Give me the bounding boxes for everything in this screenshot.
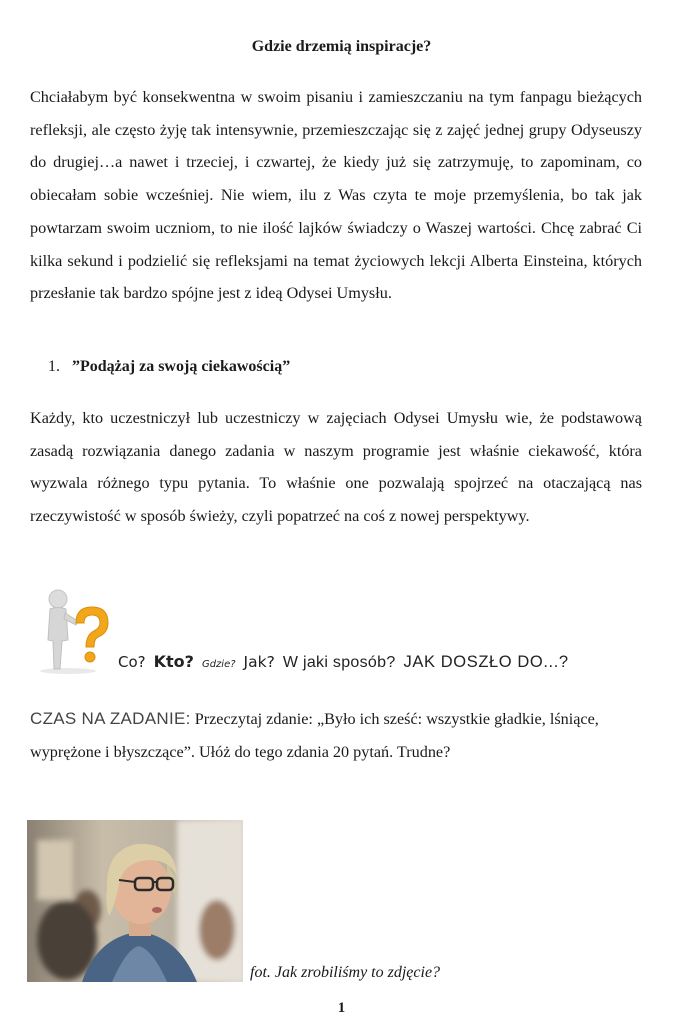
task-text: Przeczytaj zdanie: „Było ich sześć: wszystkie gładkie, lśniące, wyprężone i błyszczące”. Ułóż do tego zdania 20 pytań. Trudne? [30, 710, 599, 761]
task-lead: CZAS NA ZADANIE: [30, 709, 191, 728]
question-jak-doszlo: JAK DOSZŁO DO...? [403, 653, 569, 671]
question-jak: Jak? [243, 653, 275, 671]
question-kto: Kto? [153, 652, 194, 671]
question-words-row [118, 652, 573, 672]
curiosity-paragraph: Każdy, kto uczestniczył lub uczestniczy w zajęciach Odysei Umysłu wie, że podstawową zasadą rozwiązania danego zadania w naszym programie jest właśnie ciekawość, która wyzwala różnego typu pytania. To właśnie one pozwalają spojrzeć na otaczającą nas rzeczywistość w sposób świeży, czyli popatrzeć na coś z nowej perspektywy. [30, 409, 642, 526]
question-co: Co? [118, 653, 146, 671]
photo-caption: fot. Jak zrobiliśmy to zdjęcie? [250, 964, 441, 981]
page-number: 1 [337, 1000, 346, 1016]
question-mark-figure-icon [38, 585, 118, 675]
section-heading [48, 358, 290, 376]
page-title: Gdzie drzemią inspiracje? [251, 38, 432, 55]
task-paragraph [30, 703, 630, 768]
section-number: 1. [48, 358, 60, 375]
section-heading-text: ”Podążaj za swoją ciekawością” [72, 358, 291, 375]
intro-paragraph: Chciałabym być konsekwentna w swoim pisaniu i zamieszczaniu na tym fanpagu bieżących refleksji, ale często żyję tak intensywnie, przemieszczając się z zajęć jednej grupy Odyseuszy do drugiej…a nawet i trzeciej, i czwartej, że kiedy już się zatrzymuję, to zapominam, co obiecałam sobie wcześniej. Nie wiem, ilu z Was czyta te moje przemyślenia, bo tak jak powtarzam swoim uczniom, to nie ilość lajków świadczy o Waszej wartości. Chcę zabrać Ci kilka sekund i podzielić się refleksjami na temat życiowych lekcji Alberta Einsteina, których przesłanie tak bardzo spójne jest z ideą Odysei Umysłu. [30, 88, 642, 303]
question-gdzie: Gdzie? [201, 659, 236, 670]
question-w-jaki-sposob: W jaki sposób? [282, 654, 396, 671]
woman-photo [27, 820, 243, 982]
